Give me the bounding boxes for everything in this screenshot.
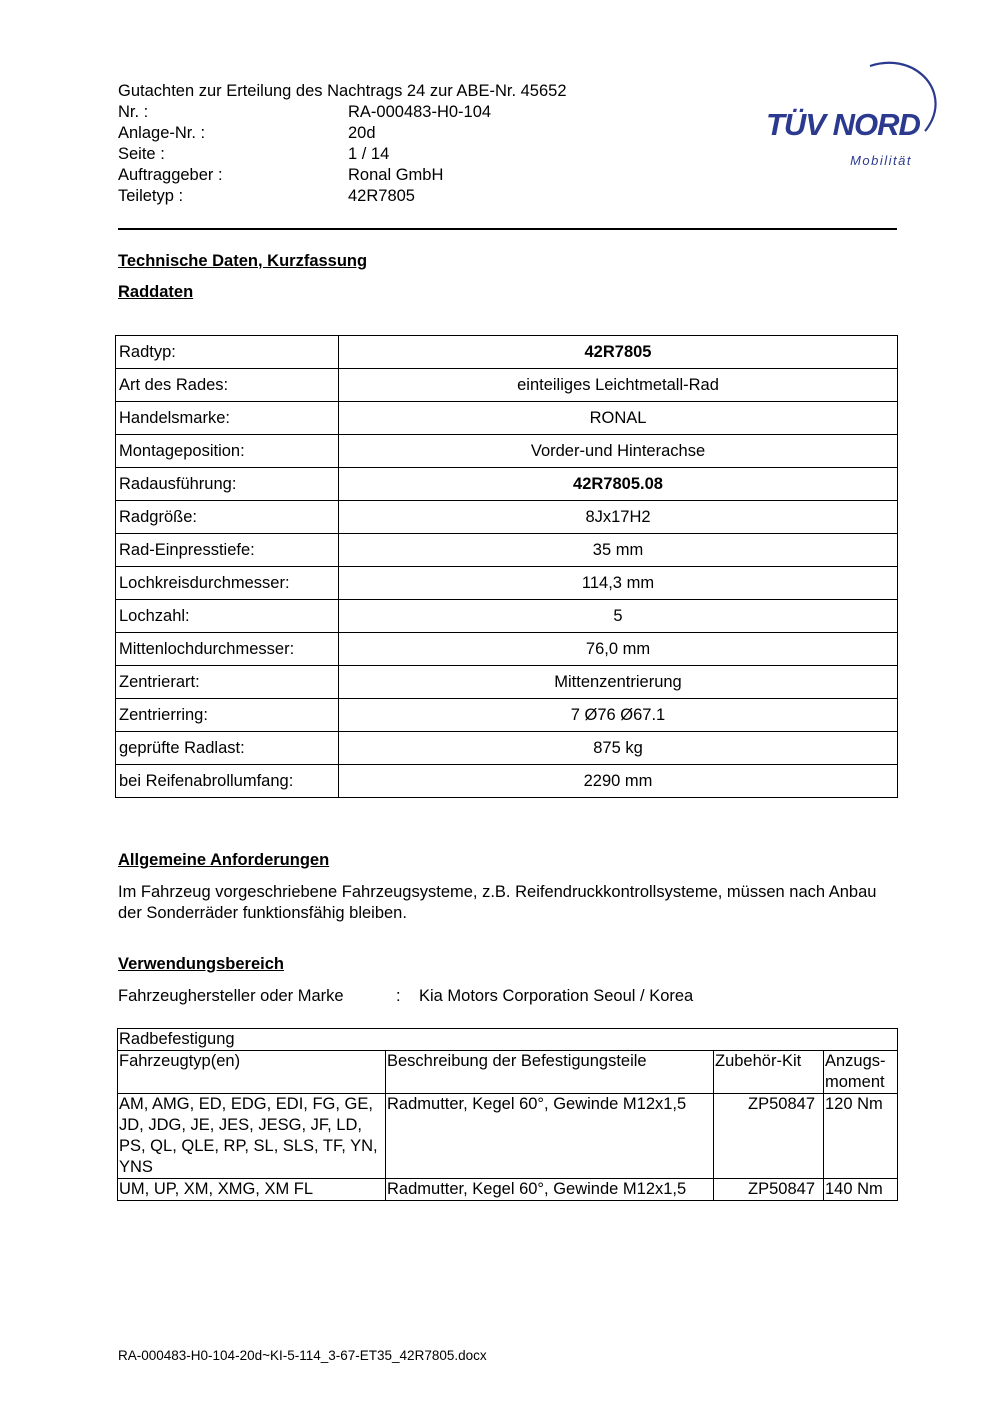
logo-sub: Mobilität	[850, 153, 912, 168]
kit-cell: ZP50847	[714, 1094, 824, 1179]
hersteller-line	[118, 987, 693, 1006]
section-heading-raddaten: Raddaten	[118, 283, 194, 301]
header-value: 42R7805	[348, 187, 415, 205]
table-row	[116, 765, 898, 798]
beschreibung-cell: Radmutter, Kegel 60°, Gewinde M12x1,5	[386, 1179, 714, 1201]
header-label: Seite :	[118, 145, 165, 163]
header-label: Nr. :	[118, 103, 149, 121]
header-value: RA-000483-H0-104	[348, 103, 492, 121]
tuev-nord-logo	[762, 58, 942, 173]
column-header: Zubehör-Kit	[714, 1051, 824, 1094]
raddaten-label: geprüfte Radlast:	[116, 732, 339, 765]
fahrzeugtypen-cell: UM, UP, XM, XMG, XM FL	[118, 1179, 386, 1201]
raddaten-label: Mittenlochdurchmesser:	[116, 633, 339, 666]
raddaten-value: 2290 mm	[339, 765, 898, 798]
raddaten-label: Lochkreisdurchmesser:	[116, 567, 339, 600]
logo-brand: TÜV NORD	[766, 107, 920, 142]
raddaten-value: Vorder-und Hinterachse	[339, 435, 898, 468]
raddaten-value: 42R7805	[339, 336, 898, 369]
raddaten-label: Zentrierart:	[116, 666, 339, 699]
beschreibung-cell: Radmutter, Kegel 60°, Gewinde M12x1,5	[386, 1094, 714, 1179]
table-row	[116, 369, 898, 402]
radbefestigung-table	[117, 1028, 898, 1201]
raddaten-value: RONAL	[339, 402, 898, 435]
section-heading-technische-daten: Technische Daten, Kurzfassung	[118, 252, 368, 270]
kit-cell: ZP50847	[714, 1179, 824, 1201]
header-label: Anlage-Nr. :	[118, 124, 206, 142]
raddaten-value: 875 kg	[339, 732, 898, 765]
table-row	[116, 567, 898, 600]
header-row-teiletyp	[118, 186, 567, 207]
raddaten-table	[115, 335, 898, 798]
table-row	[116, 732, 898, 765]
header-value: 1 / 14	[348, 145, 390, 163]
raddaten-label: Radausführung:	[116, 468, 339, 501]
header-divider	[118, 228, 897, 230]
raddaten-label: Art des Rades:	[116, 369, 339, 402]
raddaten-label: Zentrierring:	[116, 699, 339, 732]
section-heading-anforderungen: Allgemeine Anforderungen	[118, 851, 330, 869]
raddaten-value: 5	[339, 600, 898, 633]
column-header: Fahrzeugtyp(en)	[118, 1051, 386, 1094]
radbefestigung-title: Radbefestigung	[118, 1029, 898, 1051]
raddaten-value: 7 Ø76 Ø67.1	[339, 699, 898, 732]
table-row	[116, 699, 898, 732]
table-row	[116, 666, 898, 699]
table-row	[118, 1094, 898, 1179]
header-row-seite	[118, 144, 567, 165]
table-row	[116, 633, 898, 666]
raddaten-label: Rad-Einpresstiefe:	[116, 534, 339, 567]
header-label: Teiletyp :	[118, 187, 184, 205]
raddaten-label: Montageposition:	[116, 435, 339, 468]
header-value: Ronal GmbH	[348, 166, 444, 184]
raddaten-label: Radtyp:	[116, 336, 339, 369]
moment-cell: 120 Nm	[824, 1094, 898, 1179]
raddaten-value: 114,3 mm	[339, 567, 898, 600]
table-row	[116, 435, 898, 468]
table-row	[116, 468, 898, 501]
column-header: Anzugs-moment	[824, 1051, 898, 1094]
raddaten-value: Mittenzentrierung	[339, 666, 898, 699]
raddaten-value: 8Jx17H2	[339, 501, 898, 534]
header-value: 20d	[348, 124, 376, 142]
table-row	[116, 534, 898, 567]
anforderungen-paragraph: Im Fahrzeug vorgeschriebene Fahrzeugsysteme, z.B. Reifendruckkontrollsysteme, müssen nach Anbau der Sonderräder funktionsfähig bleiben.	[118, 883, 877, 922]
header-label: Auftraggeber :	[118, 166, 223, 184]
header-row-anlage	[118, 123, 567, 144]
table-row	[116, 501, 898, 534]
radbefestigung-title-row	[118, 1029, 898, 1051]
header-row-nr	[118, 102, 567, 123]
fahrzeugtypen-cell: AM, AMG, ED, EDG, EDI, FG, GE, JD, JDG, JE, JES, JESG, JF, LD, PS, QL, QLE, RP, SL, SLS, TF, YN, YNS	[118, 1094, 386, 1179]
raddaten-value: 42R7805.08	[339, 468, 898, 501]
hersteller-label: Fahrzeughersteller oder Marke	[118, 987, 344, 1005]
table-row	[116, 336, 898, 369]
moment-cell: 140 Nm	[824, 1179, 898, 1201]
table-row	[118, 1179, 898, 1201]
radbefestigung-header-row	[118, 1051, 898, 1094]
raddaten-label: bei Reifenabrollumfang:	[116, 765, 339, 798]
raddaten-value: 76,0 mm	[339, 633, 898, 666]
raddaten-label: Radgröße:	[116, 501, 339, 534]
table-row	[116, 600, 898, 633]
raddaten-label: Handelsmarke:	[116, 402, 339, 435]
header-row-auftraggeber	[118, 165, 567, 186]
hersteller-value: Kia Motors Corporation Seoul / Korea	[419, 987, 694, 1005]
raddaten-value: einteiliges Leichtmetall-Rad	[339, 369, 898, 402]
document-header	[118, 81, 567, 207]
section-heading-verwendungsbereich: Verwendungsbereich	[118, 955, 284, 973]
hersteller-separator: :	[396, 987, 401, 1005]
table-row	[116, 402, 898, 435]
document-title: Gutachten zur Erteilung des Nachtrags 24 zur ABE-Nr. 45652	[118, 82, 567, 100]
raddaten-value: 35 mm	[339, 534, 898, 567]
footer-filename: RA-000483-H0-104-20d~KI-5-114_3-67-ET35_42R7805.docx	[118, 1348, 487, 1363]
column-header: Beschreibung der Befestigungsteile	[386, 1051, 714, 1094]
raddaten-label: Lochzahl:	[116, 600, 339, 633]
